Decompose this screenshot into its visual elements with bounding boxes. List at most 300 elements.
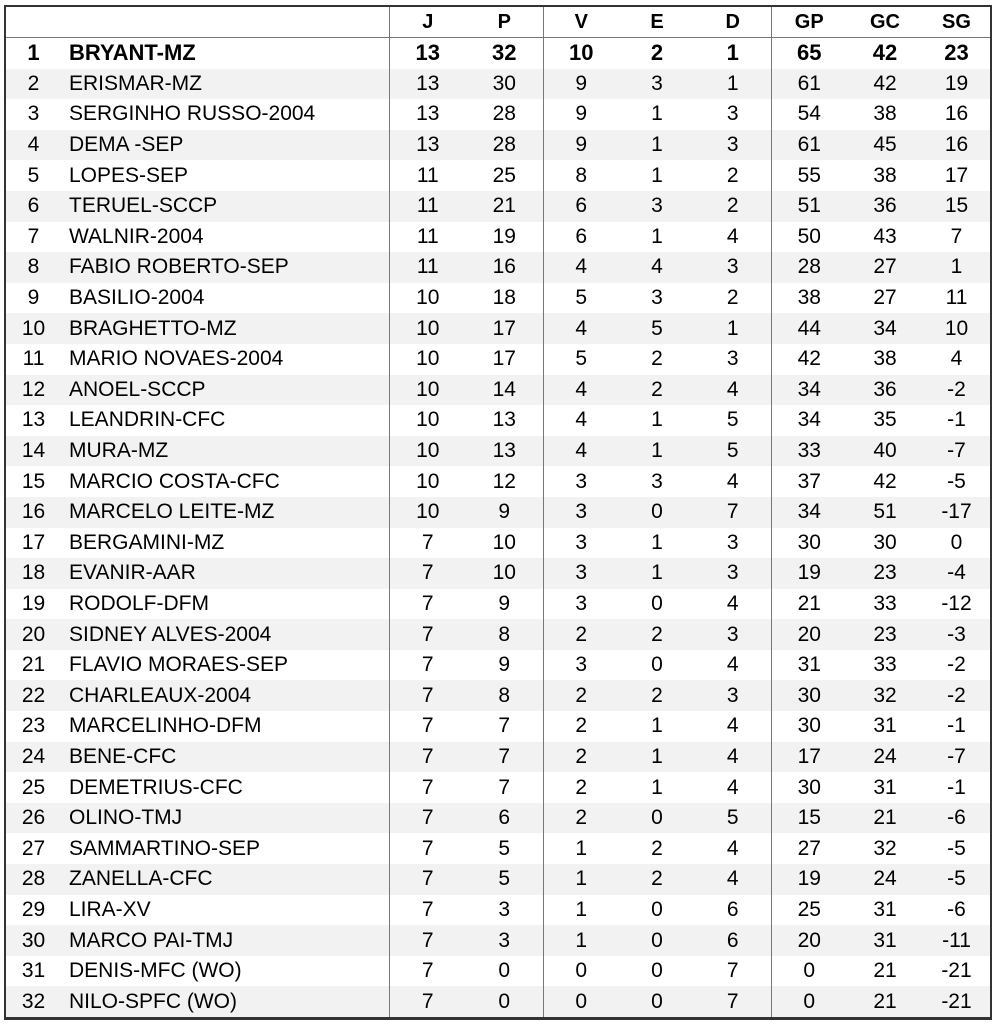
cell-goals-for: 30 (771, 772, 847, 803)
cell-losses: 3 (726, 102, 739, 126)
cell-draws: 4 (619, 252, 695, 283)
header-draws: E (619, 6, 695, 38)
cell-wins: 2 (543, 619, 619, 650)
cell-goal-diff: -4 (923, 558, 991, 589)
cell-games: 13 (389, 99, 466, 130)
cell-points: 25 (492, 163, 516, 187)
cell-wins: 5 (543, 344, 619, 375)
cell-losses: 3 (695, 558, 771, 589)
cell-goals-against: 21 (873, 959, 897, 983)
cell-goals-against: 42 (872, 40, 898, 66)
cell-goal-diff: -6 (947, 897, 966, 921)
cell-goals-for: 34 (771, 375, 847, 406)
cell-pos: 2 (5, 69, 61, 100)
cell-goals-for: 34 (771, 405, 847, 436)
cell-games: 10 (389, 405, 466, 436)
cell-wins: 9 (543, 130, 619, 161)
cell-games: 7 (389, 619, 466, 650)
cell-goals-against: 31 (873, 775, 897, 799)
cell-points: 5 (498, 836, 511, 860)
table-row (5, 742, 991, 773)
cell-draws: 2 (650, 40, 664, 66)
table-row (5, 497, 991, 528)
table-row (5, 895, 991, 926)
cell-points: 3 (498, 897, 511, 921)
cell-games: 7 (389, 680, 466, 711)
cell-goals-for: 55 (771, 160, 847, 191)
cell-draws: 1 (651, 775, 663, 799)
cell-goals-against: 34 (847, 313, 923, 344)
cell-goals-against: 21 (847, 986, 923, 1018)
table-row (5, 344, 991, 375)
cell-goals-against: 51 (847, 497, 923, 528)
cell-points: 17 (492, 347, 516, 371)
cell-pos: 17 (21, 530, 46, 554)
header-goals-for: GP (771, 6, 847, 38)
cell-points: 12 (492, 469, 516, 493)
cell-wins: 3 (543, 558, 619, 589)
cell-goals-against: 27 (847, 252, 923, 283)
cell-losses: 3 (695, 680, 771, 711)
cell-name: LOPES-SEP (69, 163, 189, 187)
table-row (5, 558, 991, 589)
cell-draws: 2 (651, 836, 663, 860)
cell-goals-against: 31 (847, 925, 923, 956)
cell-name: MARCELINHO-DFM (69, 714, 262, 738)
cell-goals-against: 38 (873, 102, 897, 126)
cell-games: 10 (389, 344, 466, 375)
cell-name: BRYANT-MZ (69, 40, 196, 66)
cell-goals-for: 25 (771, 895, 847, 926)
cell-goals-for: 31 (771, 650, 847, 681)
cell-pos: 5 (27, 163, 40, 187)
cell-goals-for: 20 (771, 619, 847, 650)
cell-goal-diff: -3 (923, 619, 991, 650)
cell-draws: 2 (619, 619, 695, 650)
cell-games: 7 (389, 956, 466, 987)
cell-goals-against: 38 (873, 347, 897, 371)
header-wins: V (543, 6, 619, 38)
cell-goal-diff: 16 (944, 102, 969, 126)
cell-draws: 1 (651, 408, 663, 432)
table-row (5, 680, 991, 711)
cell-draws: 1 (619, 742, 695, 773)
cell-goal-diff: 10 (923, 313, 991, 344)
cell-games: 10 (389, 375, 466, 406)
cell-draws: 1 (619, 558, 695, 589)
cell-goal-diff: 4 (950, 347, 963, 371)
cell-points: 10 (492, 530, 516, 554)
cell-draws: 0 (651, 897, 663, 921)
cell-wins: 9 (543, 99, 619, 130)
cell-pos: 11 (22, 347, 45, 371)
cell-games: 11 (389, 160, 466, 191)
cell-goal-diff: 1 (923, 252, 991, 283)
header-row (5, 6, 991, 38)
cell-pos: 7 (27, 224, 40, 248)
cell-wins: 3 (543, 497, 619, 528)
table-row (5, 313, 991, 344)
cell-goal-diff: -17 (923, 497, 991, 528)
header-pos (5, 6, 61, 38)
table-row (5, 160, 991, 191)
cell-goals-against: 23 (847, 558, 923, 589)
table-row (5, 436, 991, 467)
cell-wins: 2 (543, 711, 619, 742)
cell-goal-diff: -11 (923, 925, 991, 956)
cell-goals-for: 30 (771, 528, 847, 559)
cell-draws: 1 (651, 224, 663, 248)
cell-goals-for: 0 (771, 986, 847, 1018)
cell-goals-for: 38 (771, 283, 847, 314)
cell-points: 9 (498, 591, 511, 615)
cell-goals-against: 33 (873, 653, 897, 677)
cell-pos: 16 (5, 497, 61, 528)
cell-pos: 24 (5, 742, 61, 773)
cell-goal-diff: 19 (923, 69, 991, 100)
header-losses: D (695, 6, 771, 38)
cell-goals-for: 19 (771, 558, 847, 589)
cell-goal-diff: 11 (945, 286, 968, 310)
cell-goals-for: 20 (771, 925, 847, 956)
cell-name: LEANDRIN-CFC (69, 408, 226, 432)
cell-goal-diff: 23 (944, 40, 969, 66)
table-row (5, 252, 991, 283)
cell-games: 11 (389, 222, 466, 253)
cell-goals-against: 40 (847, 436, 923, 467)
cell-points: 8 (466, 619, 543, 650)
header-name (61, 6, 389, 38)
cell-goal-diff: -6 (923, 803, 991, 834)
cell-wins: 4 (543, 313, 619, 344)
cell-name: DENIS-MFC (WO) (69, 959, 242, 983)
cell-goals-against: 24 (847, 864, 923, 895)
cell-goals-against: 32 (847, 680, 923, 711)
cell-points: 28 (492, 102, 516, 126)
cell-losses: 6 (726, 897, 739, 921)
cell-goals-against: 24 (847, 742, 923, 773)
cell-pos: 28 (5, 864, 61, 895)
cell-name: SIDNEY ALVES-2004 (61, 619, 389, 650)
cell-losses: 2 (695, 191, 771, 222)
cell-draws: 1 (651, 102, 663, 126)
cell-name: DEMETRIUS-CFC (69, 775, 243, 799)
cell-wins: 3 (543, 466, 619, 497)
cell-losses: 4 (726, 714, 739, 738)
cell-losses: 1 (695, 69, 771, 100)
cell-name: ZANELLA-CFC (61, 864, 389, 895)
cell-name: ERISMAR-MZ (61, 69, 389, 100)
cell-losses: 5 (695, 436, 771, 467)
cell-draws: 0 (651, 653, 663, 677)
cell-draws: 5 (619, 313, 695, 344)
cell-name: CHARLEAUX-2004 (61, 680, 389, 711)
cell-games: 10 (389, 313, 466, 344)
cell-wins: 8 (543, 160, 619, 191)
cell-losses: 3 (726, 347, 739, 371)
cell-name: BRAGHETTO-MZ (61, 313, 389, 344)
cell-goal-diff: 0 (950, 530, 963, 554)
cell-goals-against: 42 (847, 69, 923, 100)
cell-goals-for: 54 (771, 99, 847, 130)
cell-games: 7 (389, 742, 466, 773)
cell-goal-diff: -7 (923, 436, 991, 467)
cell-goal-diff: -5 (947, 469, 966, 493)
cell-points: 32 (492, 40, 517, 66)
cell-games: 7 (389, 803, 466, 834)
cell-losses: 7 (726, 959, 739, 983)
cell-games: 7 (389, 589, 466, 620)
cell-goal-diff: -5 (923, 864, 991, 895)
cell-goals-for: 50 (771, 222, 847, 253)
cell-goal-diff: -5 (947, 836, 966, 860)
cell-goals-against: 31 (873, 714, 897, 738)
cell-wins: 3 (543, 589, 619, 620)
cell-points: 7 (498, 714, 511, 738)
cell-pos: 1 (27, 40, 40, 66)
cell-losses: 4 (695, 375, 771, 406)
cell-losses: 4 (726, 224, 739, 248)
cell-name: MURA-MZ (61, 436, 389, 467)
cell-goals-for: 61 (771, 69, 847, 100)
cell-goal-diff: 15 (923, 191, 991, 222)
table-row (5, 283, 991, 314)
cell-games: 13 (389, 69, 466, 100)
cell-points: 17 (466, 313, 543, 344)
cell-points: 3 (466, 925, 543, 956)
cell-goals-for: 33 (771, 436, 847, 467)
header-points: P (466, 6, 543, 38)
cell-points: 9 (466, 497, 543, 528)
cell-pos: 25 (21, 775, 46, 799)
cell-wins: 1 (543, 833, 619, 864)
cell-points: 8 (466, 680, 543, 711)
header-games: J (389, 6, 466, 38)
cell-wins: 2 (543, 803, 619, 834)
cell-goal-diff: -1 (947, 714, 966, 738)
cell-losses: 5 (695, 803, 771, 834)
cell-wins: 4 (543, 405, 619, 436)
cell-pos: 15 (21, 469, 46, 493)
cell-wins: 6 (543, 191, 619, 222)
cell-points: 13 (466, 436, 543, 467)
cell-games: 11 (389, 191, 466, 222)
cell-wins: 10 (543, 38, 619, 69)
cell-draws: 3 (619, 69, 695, 100)
cell-goal-diff: -21 (941, 959, 972, 983)
cell-name: EVANIR-AAR (61, 558, 389, 589)
cell-wins: 1 (543, 864, 619, 895)
table-row (5, 864, 991, 895)
cell-pos: 14 (5, 436, 61, 467)
cell-games: 7 (389, 650, 466, 681)
cell-pos: 9 (27, 286, 40, 310)
cell-goals-for: 30 (771, 680, 847, 711)
cell-name: ANOEL-SCCP (61, 375, 389, 406)
cell-points: 7 (498, 775, 511, 799)
cell-name: MARCIO COSTA-CFC (69, 469, 280, 493)
table-row (5, 833, 991, 864)
cell-losses: 4 (726, 653, 739, 677)
table-row (5, 711, 991, 742)
cell-goals-for: 0 (771, 956, 847, 987)
cell-goal-diff: -2 (923, 375, 991, 406)
cell-wins: 9 (543, 69, 619, 100)
cell-pos: 4 (5, 130, 61, 161)
header-goal-diff: SG (923, 6, 991, 38)
table-row (5, 69, 991, 100)
cell-goals-against: 23 (847, 619, 923, 650)
cell-wins: 4 (543, 252, 619, 283)
cell-goal-diff: -12 (941, 591, 972, 615)
cell-draws: 3 (619, 191, 695, 222)
table-row (5, 772, 991, 803)
cell-games: 13 (389, 38, 466, 69)
cell-name: BENE-CFC (61, 742, 389, 773)
cell-goals-for: 51 (771, 191, 847, 222)
cell-pos: 21 (21, 653, 46, 677)
cell-goals-for: 65 (771, 38, 847, 69)
cell-draws: 0 (619, 803, 695, 834)
cell-goals-for: 34 (771, 497, 847, 528)
table-row (5, 405, 991, 436)
cell-wins: 1 (543, 895, 619, 926)
cell-goals-for: 27 (771, 833, 847, 864)
cell-losses: 3 (695, 252, 771, 283)
cell-points: 0 (498, 959, 511, 983)
table-row (5, 528, 991, 559)
cell-losses: 4 (726, 591, 739, 615)
table-row (5, 956, 991, 987)
table-row (5, 375, 991, 406)
cell-name: LIRA-XV (69, 897, 151, 921)
cell-points: 19 (492, 224, 516, 248)
cell-goals-for: 19 (771, 864, 847, 895)
cell-draws: 0 (651, 591, 663, 615)
cell-losses: 6 (695, 925, 771, 956)
table-row (5, 466, 991, 497)
cell-draws: 2 (651, 347, 663, 371)
cell-losses: 1 (695, 313, 771, 344)
cell-losses: 7 (695, 986, 771, 1018)
cell-draws: 2 (619, 864, 695, 895)
cell-points: 9 (498, 653, 511, 677)
cell-games: 10 (389, 466, 466, 497)
cell-games: 7 (389, 864, 466, 895)
cell-name: FABIO ROBERTO-SEP (61, 252, 389, 283)
table-row (5, 650, 991, 681)
cell-games: 10 (389, 497, 466, 528)
cell-goals-for: 15 (771, 803, 847, 834)
cell-pos: 3 (27, 102, 40, 126)
cell-goals-against: 42 (873, 469, 897, 493)
cell-wins: 2 (543, 742, 619, 773)
cell-draws: 2 (619, 680, 695, 711)
cell-games: 10 (389, 283, 466, 314)
cell-games: 7 (389, 833, 466, 864)
cell-draws: 0 (619, 497, 695, 528)
cell-wins: 2 (543, 772, 619, 803)
table-row (5, 99, 991, 130)
cell-name: FLAVIO MORAES-SEP (69, 653, 288, 677)
cell-wins: 0 (543, 986, 619, 1018)
cell-pos: 8 (5, 252, 61, 283)
cell-name: SAMMARTINO-SEP (69, 836, 260, 860)
table-row (5, 619, 991, 650)
cell-goals-for: 21 (771, 589, 847, 620)
cell-goal-diff: 16 (923, 130, 991, 161)
cell-pos: 19 (21, 591, 46, 615)
cell-points: 7 (466, 742, 543, 773)
cell-name: MARCO PAI-TMJ (61, 925, 389, 956)
cell-goals-for: 42 (771, 344, 847, 375)
cell-goals-against: 45 (847, 130, 923, 161)
cell-draws: 1 (651, 163, 663, 187)
cell-pos: 32 (5, 986, 61, 1018)
cell-goals-against: 21 (847, 803, 923, 834)
cell-name: BERGAMINI-MZ (69, 530, 225, 554)
cell-name: WALNIR-2004 (69, 224, 204, 248)
cell-name: NILO-SPFC (WO) (61, 986, 389, 1018)
cell-draws: 3 (651, 469, 663, 493)
cell-games: 7 (389, 528, 466, 559)
cell-wins: 3 (543, 650, 619, 681)
cell-pos: 20 (5, 619, 61, 650)
table-row (5, 130, 991, 161)
cell-points: 6 (466, 803, 543, 834)
cell-goals-for: 30 (771, 711, 847, 742)
cell-games: 11 (389, 252, 466, 283)
cell-wins: 6 (543, 222, 619, 253)
cell-goals-against: 33 (873, 591, 897, 615)
cell-name: TERUEL-SCCP (61, 191, 389, 222)
cell-goals-for: 17 (771, 742, 847, 773)
cell-pos: 18 (5, 558, 61, 589)
cell-goals-for: 28 (771, 252, 847, 283)
cell-pos: 10 (5, 313, 61, 344)
cell-points: 16 (466, 252, 543, 283)
cell-draws: 0 (619, 986, 695, 1018)
cell-games: 7 (389, 711, 466, 742)
cell-name: OLINO-TMJ (61, 803, 389, 834)
cell-pos: 29 (21, 897, 46, 921)
cell-goals-against: 43 (873, 224, 897, 248)
cell-name: DEMA -SEP (61, 130, 389, 161)
table-row (5, 589, 991, 620)
cell-wins: 3 (543, 528, 619, 559)
cell-losses: 3 (695, 619, 771, 650)
cell-goals-against: 35 (873, 408, 897, 432)
cell-losses: 4 (695, 742, 771, 773)
cell-points: 28 (466, 130, 543, 161)
cell-wins: 4 (543, 375, 619, 406)
cell-draws: 0 (619, 925, 695, 956)
cell-losses: 2 (726, 163, 739, 187)
cell-goal-diff: -1 (947, 408, 966, 432)
cell-wins: 1 (543, 925, 619, 956)
cell-goal-diff: 7 (950, 224, 963, 248)
cell-goal-diff: -1 (947, 775, 966, 799)
cell-pos: 12 (5, 375, 61, 406)
cell-wins: 0 (543, 956, 619, 987)
cell-draws: 0 (651, 959, 663, 983)
cell-pos: 26 (5, 803, 61, 834)
standings-table (4, 5, 992, 1020)
cell-points: 5 (466, 864, 543, 895)
cell-goals-for: 44 (771, 313, 847, 344)
cell-wins: 4 (543, 436, 619, 467)
cell-games: 7 (389, 895, 466, 926)
